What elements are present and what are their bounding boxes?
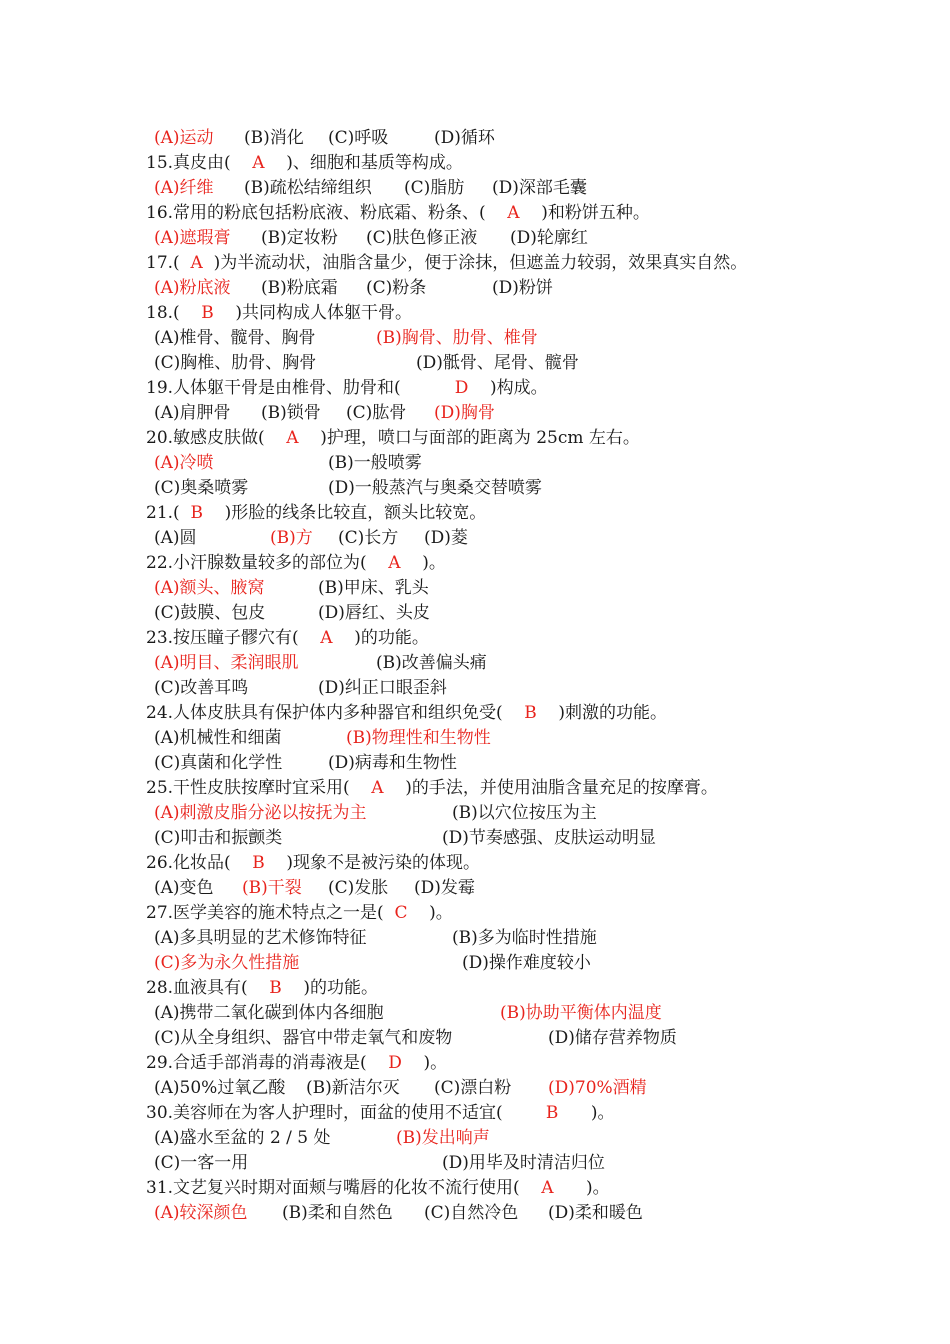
- text-line: [146, 626, 429, 650]
- question-text: 24.人体皮肤具有保护体内多种器官和组织免受(: [146, 703, 525, 723]
- answer-text: (A)较深颜色: [154, 1203, 248, 1223]
- question-text: 21.(: [146, 503, 191, 523]
- answer-text: A: [388, 553, 401, 573]
- answer-text: (A)冷喷: [154, 453, 214, 473]
- answer-text: (B)协助平衡体内温度: [500, 1003, 662, 1023]
- question-text: 23.按压瞳子髎穴有(: [146, 628, 321, 648]
- question-text: (D)病毒和生物性: [328, 753, 457, 773]
- question-text: )和粉饼五种。: [519, 203, 650, 223]
- question-text: (C)鼓膜、包皮: [154, 603, 266, 623]
- text-line: [146, 551, 446, 575]
- answer-text: (A)粉底液: [154, 278, 231, 298]
- question-text: )护理，喷口与面部的距离为 25cm 左右。: [298, 428, 640, 448]
- answer-text: A: [541, 1178, 554, 1198]
- text-line: [146, 201, 650, 225]
- question-text: (D)菱: [424, 528, 468, 548]
- answer-text: (A)额头、腋窝: [154, 578, 265, 598]
- question-text: 28.血液具有(: [146, 978, 270, 998]
- text-line: [146, 1051, 447, 1075]
- text-line: [146, 901, 453, 925]
- question-text: (B)粉底霜: [261, 278, 338, 298]
- question-text: (C)呼吸: [328, 128, 389, 148]
- question-text: (A)肩胛骨: [154, 403, 231, 423]
- question-text: (D)一般蒸汽与奥桑交替喷雾: [328, 478, 542, 498]
- question-text: 18.(: [146, 303, 202, 323]
- answer-text: (A)纤维: [154, 178, 214, 198]
- question-text: (C)从全身组织、器官中带走氧气和废物: [154, 1028, 453, 1048]
- answer-text: A: [320, 628, 333, 648]
- answer-text: (A)刺激皮脂分泌以按抚为主: [154, 803, 367, 823]
- question-text: (D)唇红、头皮: [318, 603, 430, 623]
- question-text: (B)改善偏头痛: [376, 653, 487, 673]
- question-text: (D)用毕及时清洁归位: [442, 1153, 605, 1173]
- question-text: (A)变色: [154, 878, 214, 898]
- answer-text: (B)物理性和生物性: [346, 728, 491, 748]
- question-text: (A)多具明显的艺术修饰特征: [154, 928, 367, 948]
- question-text: (D)粉饼: [492, 278, 553, 298]
- question-text: 19.人体躯干骨是由椎骨、肋骨和(: [146, 378, 455, 398]
- question-text: (B)以穴位按压为主: [452, 803, 597, 823]
- question-text: )的功能。: [281, 978, 379, 998]
- question-text: )构成。: [468, 378, 548, 398]
- question-text: (B)锁骨: [261, 403, 321, 423]
- question-text: 16.常用的粉底包括粉底液、粉底霜、粉条、(: [146, 203, 508, 223]
- question-text: (D)节奏感强、皮肤运动明显: [442, 828, 656, 848]
- question-text: (B)甲床、乳头: [318, 578, 429, 598]
- answer-text: B: [524, 703, 537, 723]
- text-line: [146, 301, 412, 325]
- text-line: [146, 976, 378, 1000]
- question-text: (A)携带二氧化碳到体内各细胞: [154, 1003, 384, 1023]
- question-text: 26.化妆品(: [146, 853, 253, 873]
- question-text: (C)脂肪: [404, 178, 465, 198]
- answer-text: (D)胸骨: [434, 403, 495, 423]
- answer-text: A: [371, 778, 384, 798]
- question-text: 29.合适手部消毒的消毒液是(: [146, 1053, 389, 1073]
- answer-text: D: [454, 378, 469, 398]
- question-text: )共同构成人体躯干骨。: [213, 303, 413, 323]
- question-text: (C)奥桑喷雾: [154, 478, 249, 498]
- question-text: (B)柔和自然色: [282, 1203, 393, 1223]
- question-text: 31.文艺复兴时期对面颊与嘴唇的化妆不流行使用(: [146, 1178, 542, 1198]
- answer-text: (B)方: [270, 528, 313, 548]
- question-text: (C)漂白粉: [434, 1078, 512, 1098]
- question-text: )。: [400, 553, 446, 573]
- question-text: )的功能。: [332, 628, 429, 648]
- question-text: 15.真皮由(: [146, 153, 253, 173]
- answer-text: (B)胸骨、肋骨、椎骨: [376, 328, 538, 348]
- question-text: (B)多为临时性措施: [452, 928, 597, 948]
- question-text: (B)疏松结缔组织: [244, 178, 372, 198]
- question-text: (A)椎骨、髋骨、胸骨: [154, 328, 316, 348]
- question-text: (A)盛水至盆的 2 / 5 处: [154, 1128, 331, 1148]
- question-text: (D)纠正口眼歪斜: [318, 678, 447, 698]
- question-text: (D)柔和暖色: [548, 1203, 643, 1223]
- question-text: 20.敏感皮肤做(: [146, 428, 287, 448]
- answer-text: (B)干裂: [242, 878, 302, 898]
- question-text: (B)一般喷雾: [328, 453, 422, 473]
- question-text: (D)骶骨、尾骨、髋骨: [416, 353, 579, 373]
- question-text: )。: [401, 1053, 448, 1073]
- answer-text: (A)运动: [154, 128, 214, 148]
- text-line: [146, 501, 486, 525]
- text-line: [146, 376, 548, 400]
- answer-text: (A)遮瑕膏: [154, 228, 231, 248]
- question-text: )。: [407, 903, 453, 923]
- answer-text: D: [388, 1053, 402, 1073]
- question-text: (C)肱骨: [346, 403, 407, 423]
- text-line: [146, 426, 640, 450]
- question-text: (D)发霉: [414, 878, 475, 898]
- text-line: [146, 1101, 614, 1125]
- text-line: [146, 701, 667, 725]
- question-text: )刺激的功能。: [536, 703, 668, 723]
- text-line: [146, 776, 718, 800]
- question-text: 25.干性皮肤按摩时宜采用(: [146, 778, 372, 798]
- answer-text: A: [286, 428, 299, 448]
- question-text: (A)机械性和细菌: [154, 728, 282, 748]
- answer-text: B: [201, 303, 214, 323]
- question-text: (C)自然冷色: [424, 1203, 519, 1223]
- answer-text: A: [190, 253, 203, 273]
- answer-text: B: [190, 503, 203, 523]
- question-text: (D)深部毛囊: [492, 178, 587, 198]
- text-line: [146, 1176, 610, 1200]
- question-text: (A)50%过氧乙酸: [154, 1078, 286, 1098]
- question-text: (C)一客一用: [154, 1153, 249, 1173]
- question-text: (C)粉条: [366, 278, 427, 298]
- answer-text: (B)发出响声: [396, 1128, 490, 1148]
- answer-text: B: [269, 978, 282, 998]
- question-text: (D)操作难度较小: [462, 953, 591, 973]
- answer-text: (D)70%酒精: [548, 1078, 647, 1098]
- question-text: (C)发胀: [328, 878, 389, 898]
- question-text: (D)轮廓红: [510, 228, 588, 248]
- answer-text: A: [507, 203, 520, 223]
- question-text: 22.小汗腺数量较多的部位为(: [146, 553, 389, 573]
- question-text: (B)新洁尔灭: [306, 1078, 400, 1098]
- question-text: )为半流动状，油脂含量少，便于涂抹，但遮盖力较弱，效果真实自然。: [202, 253, 748, 273]
- question-text: (C)叩击和振颤类: [154, 828, 283, 848]
- question-text: )的手法，并使用油脂含量充足的按摩膏。: [383, 778, 718, 798]
- question-text: (D)储存营养物质: [548, 1028, 677, 1048]
- question-text: (C)真菌和化学性: [154, 753, 283, 773]
- question-text: (C)肤色修正液: [366, 228, 478, 248]
- answer-text: A: [252, 153, 265, 173]
- question-text: )。: [558, 1103, 615, 1123]
- answer-text: (C)多为永久性措施: [154, 953, 300, 973]
- question-text: )形脸的线条比较直，额头比较宽。: [202, 503, 487, 523]
- question-text: (B)定妆粉: [261, 228, 338, 248]
- question-text: (A)圆: [154, 528, 197, 548]
- answer-text: (A)明目、柔润眼肌: [154, 653, 299, 673]
- answer-text: B: [545, 1103, 559, 1123]
- question-text: 30.美容师在为客人护理时，面盆的使用不适宜(: [146, 1103, 546, 1123]
- question-text: 17.(: [146, 253, 191, 273]
- question-text: (C)胸椎、肋骨、胸骨: [154, 353, 317, 373]
- answer-text: B: [252, 853, 265, 873]
- question-text: (C)长方: [338, 528, 399, 548]
- question-text: (C)改善耳鸣: [154, 678, 249, 698]
- question-text: )现象不是被污染的体现。: [264, 853, 481, 873]
- question-text: (B)消化: [244, 128, 304, 148]
- answer-text: C: [394, 903, 408, 923]
- question-text: 27.医学美容的施术特点之一是(: [146, 903, 395, 923]
- question-text: )、细胞和基质等构成。: [264, 153, 463, 173]
- question-text: )。: [553, 1178, 610, 1198]
- question-text: (D)循环: [434, 128, 495, 148]
- text-line: [146, 851, 480, 875]
- text-line: [146, 151, 463, 175]
- text-line: [146, 251, 747, 275]
